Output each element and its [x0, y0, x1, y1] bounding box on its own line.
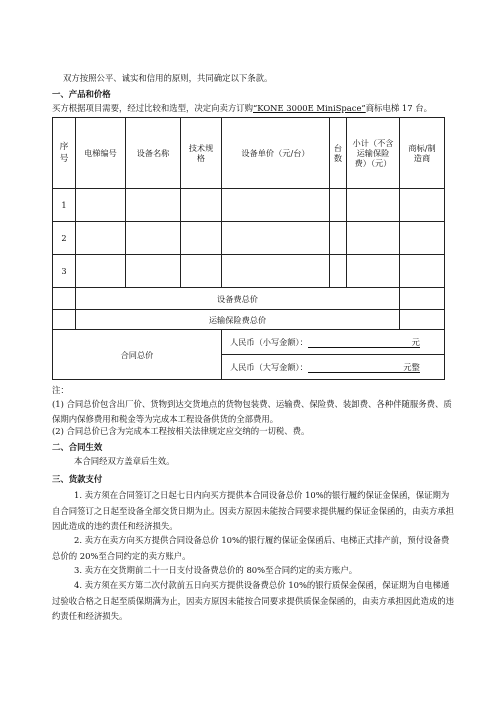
transport-total-row	[53, 310, 445, 330]
header-name: 设备名称	[136, 148, 170, 158]
contract-total-row	[53, 330, 445, 355]
section1-desc	[52, 103, 432, 114]
intro-text: 双方按照公平、诚实和信用的原则，共同确定以下条款。	[63, 73, 273, 83]
note-1: (1) 合同总价包含出厂价、货物到达交货地点的货物包装费、运输费、保险费、装卸费、各种伴随服务费、质保期内保修费用和税金等为完成本工程设备供货的全部费用。	[52, 399, 452, 424]
section1-heading: 一、产品和价格	[52, 89, 111, 99]
note-2: (2) 合同总价已含为完成本工程按相关法律规定应交纳的一切税、费。	[52, 426, 310, 436]
desc-post: 商标电梯 17 台。	[365, 103, 432, 113]
rmb-upper-label: 人民币（大写金额）：	[230, 361, 308, 372]
section2-heading: 二、合同生效	[52, 442, 103, 452]
header-unit-price: 设备单价（元/台）	[241, 148, 310, 158]
rmb-upper-unit: 元整	[403, 361, 420, 372]
section3-heading: 三、货款支付	[52, 474, 103, 484]
header-qty: 台数	[333, 143, 343, 163]
equipment-total-label: 设备费总价	[217, 293, 258, 304]
notes-label: 注：	[52, 385, 69, 395]
transport-total-label: 运输保险费总价	[208, 314, 267, 325]
desc-product: “KONE 3000E MiniSpace”	[253, 103, 366, 113]
payment-clause-2: 2. 卖方在卖方向买方提供合同设备总价 10%的银行履约保证金保函后、电梯正式排产前，预付设备费总价的 20%至合同约定的卖方账户。	[52, 535, 450, 561]
rmb-lower-blank	[308, 337, 420, 348]
contract-total-label: 合同总价	[120, 349, 154, 360]
table-row	[53, 255, 445, 288]
table-row	[53, 222, 445, 255]
table-row	[53, 189, 445, 222]
payment-clause-3: 3. 卖方在交货期前二十一日支付设备费总价的 80%至合同约定的卖方账户。	[74, 565, 358, 575]
table-header-row	[53, 118, 445, 189]
row-seq: 3	[61, 266, 67, 276]
rmb-upper-blank	[308, 362, 420, 373]
product-price-table	[52, 117, 445, 380]
payment-clause-1: 1. 卖方须在合同签订之日起七日内向买方提供本合同设备总价 10%的银行履约保证金保函，保证期为自合同签订之日起至设备全部交货日期为止。因卖方原因未能按合同要求提供履约保证金保函的，由卖方承担因此造成的违约责任和经济损失。	[52, 490, 454, 531]
row-seq: 2	[61, 233, 67, 243]
header-brand: 商标/制造商	[408, 143, 436, 163]
header-code: 电梯编号	[84, 148, 117, 158]
rmb-lower-unit: 元	[411, 336, 420, 347]
desc-pre: 买方根据项目需要，经过比较和选型，决定向卖方订购	[52, 103, 253, 113]
section2-text: 本合同经双方盖章后生效。	[74, 456, 175, 466]
equipment-total-row	[53, 288, 445, 310]
payment-clause-4: 4. 卖方须在买方第二次付款前五日向买方提供设备费总价 10%的银行质保金保函，保证期为自电梯通过验收合格之日起至质保期满为止，因卖方原因未能按合同要求提供质保金保函的，由卖方承担因此造成的违约责任和经济损失。	[52, 580, 454, 621]
row-seq: 1	[61, 200, 67, 210]
header-seq: 序号	[59, 142, 69, 164]
rmb-lower-label: 人民币（小写金额）：	[230, 336, 308, 347]
header-subtotal: 小计（不含运输保险费）（元）	[352, 138, 394, 168]
header-spec: 技术规格	[188, 143, 214, 163]
